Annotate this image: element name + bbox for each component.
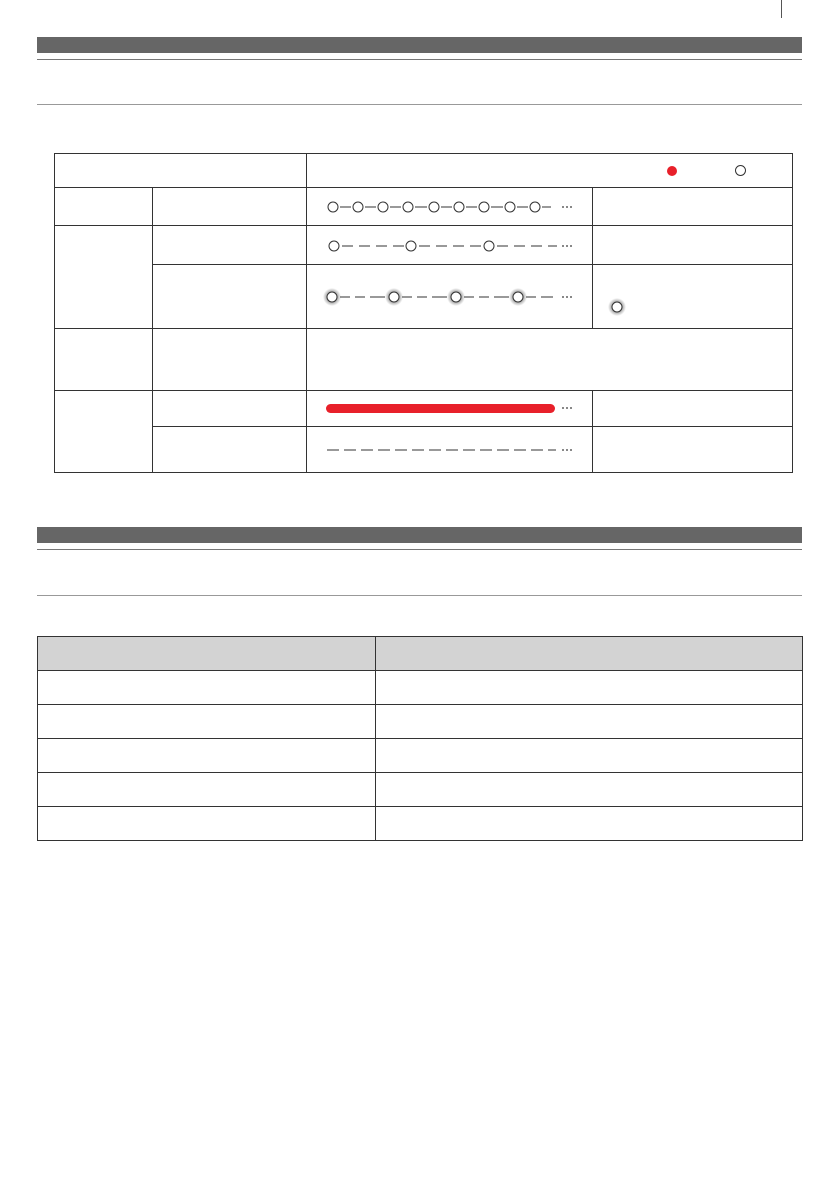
note-cell [593,226,793,265]
pattern-cell [307,265,593,329]
off-pattern [307,427,593,472]
info-header-cell [38,637,376,671]
info-cell [376,773,803,807]
steady-on-pattern [307,391,593,426]
info-cell [38,739,376,773]
led-table-header-row [55,154,793,188]
led-off-icon [451,292,461,302]
led-on-bar [326,404,555,413]
group-cell [55,329,153,391]
note-cell [593,188,793,226]
item-cell [153,329,307,391]
table-row [38,739,803,773]
table-row [38,773,803,807]
info-cell [376,739,803,773]
note-cell [593,427,793,473]
ellipsis-icon [562,407,572,409]
group-cell [55,391,153,473]
section-1-heading [37,60,802,104]
led-off-icon [327,292,337,302]
led-status-table [54,153,793,473]
led-off-icon [403,202,413,212]
corner-crop-mark [781,0,782,18]
info-cell [376,671,803,705]
led-off-icon [505,202,515,212]
led-off-icon [607,297,627,317]
info-cell [38,773,376,807]
info-header-cell [376,637,803,671]
led-off-icon [479,202,489,212]
led-off-icon [735,165,746,176]
section-2-heading [37,550,802,594]
led-off-icon [406,241,416,251]
table-row [38,705,803,739]
info-cell [38,671,376,705]
led-off-icon [389,292,399,302]
item-cell [153,427,307,473]
item-cell [153,391,307,427]
led-off-icon [353,202,363,212]
table-row [38,807,803,841]
info-cell [38,705,376,739]
item-cell [153,265,307,329]
pattern-cell [307,329,793,391]
ellipsis-icon [562,449,572,451]
item-cell [153,188,307,226]
item-cell [153,226,307,265]
note-cell [593,265,793,329]
pattern-cell [307,188,593,226]
table-row [55,391,793,427]
led-table-header-right [307,154,793,188]
group-cell [55,188,153,226]
led-off-icon [513,292,523,302]
section-1-rule-bottom [37,104,802,105]
table-row [55,188,793,226]
section-2-rule-bottom [37,595,802,596]
led-off-icon [454,202,464,212]
table-row [55,427,793,473]
info-cell [376,705,803,739]
blink-slow-pattern [307,226,593,264]
info-table-header-row [38,637,803,671]
info-cell [38,807,376,841]
table-row [55,226,793,265]
ellipsis-icon [562,245,572,247]
ellipsis-icon [562,296,572,298]
table-row [55,265,793,329]
info-table [37,636,803,841]
pattern-cell [307,226,593,265]
section-2-bar [37,527,802,543]
group-cell [55,226,153,329]
led-on-icon [667,166,677,176]
section-1-bar [37,37,802,53]
note-cell [593,391,793,427]
led-off-icon [429,202,439,212]
blink-slow-glow-pattern [307,265,593,328]
led-off-icon [328,202,338,212]
led-table-header-left [55,154,307,188]
led-off-icon [484,241,494,251]
led-legend [667,165,752,176]
pattern-cell [307,427,593,473]
ellipsis-icon [562,206,572,208]
table-row [38,671,803,705]
info-cell [376,807,803,841]
led-off-icon [329,241,339,251]
table-row [55,329,793,391]
led-off-icon [530,202,540,212]
led-off-icon [378,202,388,212]
pattern-cell [307,391,593,427]
blink-fast-pattern [307,188,593,225]
